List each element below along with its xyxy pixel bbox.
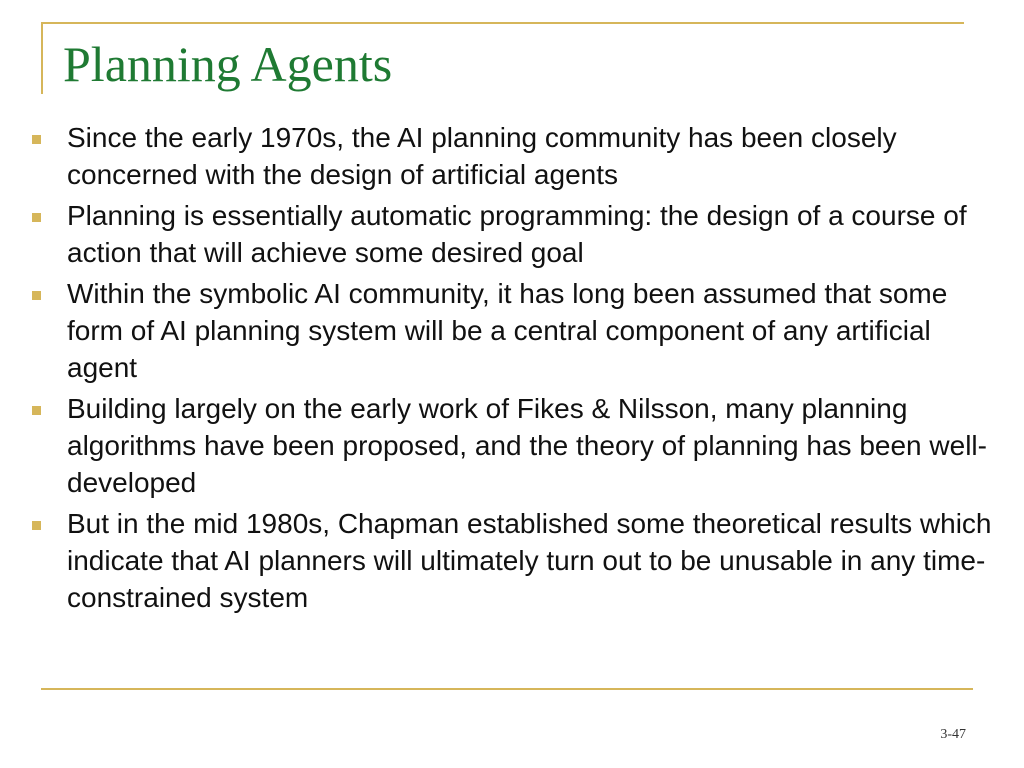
bullet-item bbox=[30, 390, 995, 501]
square-bullet-icon bbox=[32, 521, 41, 530]
frame-top-rule bbox=[41, 22, 964, 24]
square-bullet-icon bbox=[32, 135, 41, 144]
frame-left-rule bbox=[41, 22, 43, 94]
bullet-item bbox=[30, 119, 995, 193]
square-bullet-icon bbox=[32, 291, 41, 300]
square-bullet-icon bbox=[32, 213, 41, 222]
bullet-text: Building largely on the early work of Fikes & Nilsson, many planning algorithms have been proposed, and the theory of planning has been well-developed bbox=[67, 393, 987, 498]
page-number: 3-47 bbox=[940, 727, 966, 742]
bullet-item bbox=[30, 275, 995, 386]
bullet-list bbox=[30, 119, 995, 620]
square-bullet-icon bbox=[32, 406, 41, 415]
bullet-text: Since the early 1970s, the AI planning community has been closely concerned with the design of artificial agents bbox=[67, 122, 897, 190]
slide-title: Planning Agents bbox=[63, 36, 393, 92]
bullet-text: But in the mid 1980s, Chapman established some theoretical results which indicate that AI planners will ultimately turn out to be unusable in any time-constrained system bbox=[67, 508, 992, 613]
frame-bottom-rule bbox=[41, 688, 973, 690]
bullet-text: Planning is essentially automatic programming: the design of a course of action that will achieve some desired goal bbox=[67, 200, 967, 268]
bullet-item bbox=[30, 505, 995, 616]
bullet-item bbox=[30, 197, 995, 271]
bullet-text: Within the symbolic AI community, it has long been assumed that some form of AI planning system will be a central component of any artificial agent bbox=[67, 278, 948, 383]
